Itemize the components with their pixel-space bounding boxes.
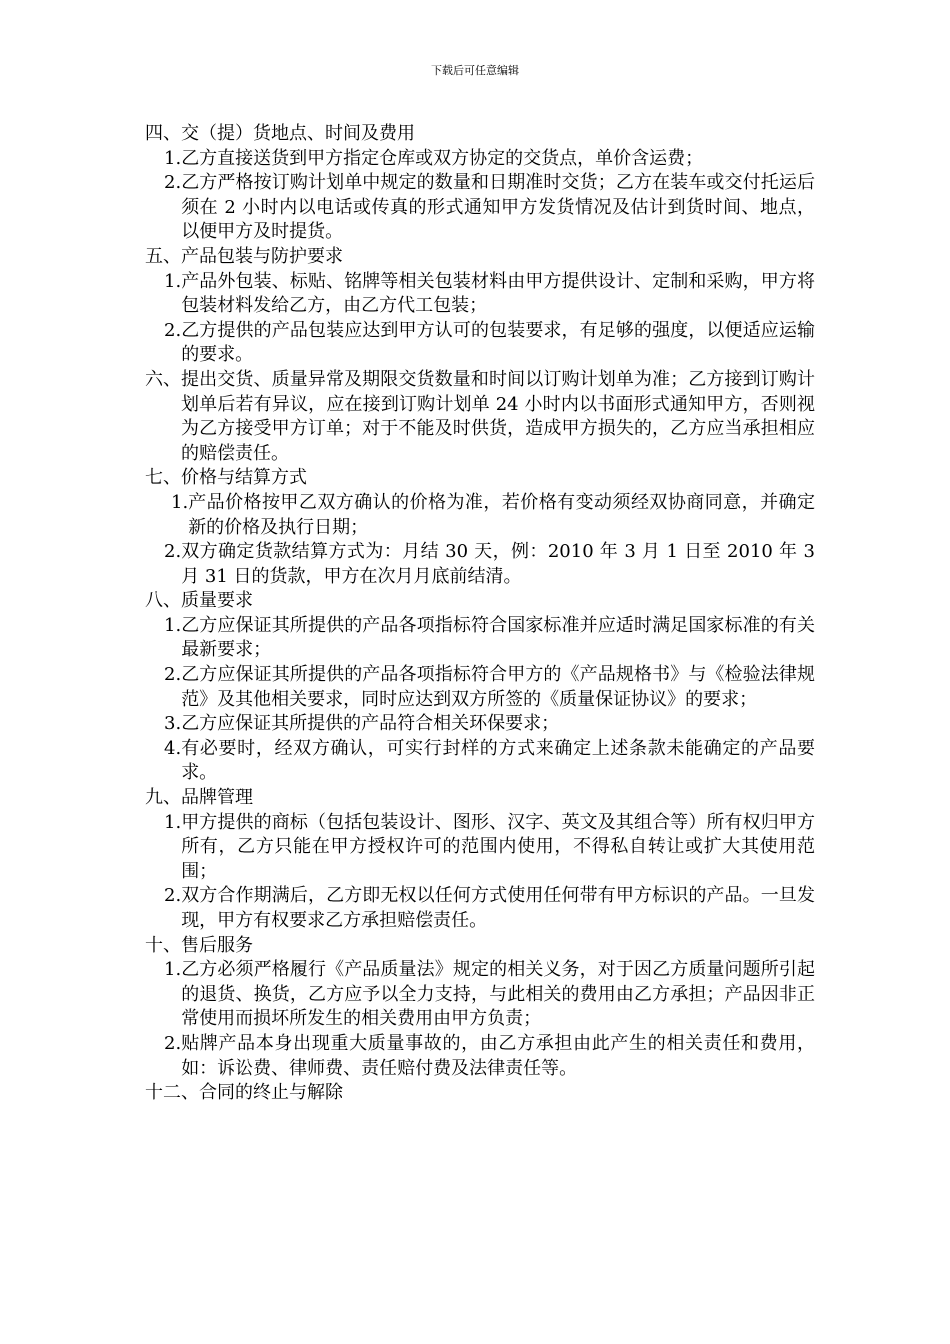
list-item: [145, 1032, 815, 1081]
item-number: 2.: [164, 1032, 182, 1054]
section-title: 十二、合同的终止与解除: [145, 1082, 343, 1104]
item-text: 乙方应保证其所提供的产品各项指标符合国家标准并应适时满足国家标准的有关最新要求；: [181, 614, 815, 661]
list-item: [145, 884, 815, 933]
section-termination: [145, 1081, 815, 1106]
item-number: 3.: [164, 713, 182, 735]
section-after-sales: [145, 934, 815, 1082]
item-number: 1.: [164, 959, 182, 981]
item-number: 2.: [164, 319, 182, 341]
list-item: [145, 811, 815, 885]
item-number: 1.: [164, 614, 182, 636]
section-quality: [145, 589, 815, 786]
section-paragraph: 提出交货、质量异常及期限交货数量和时间以订购计划单为准；乙方接到订购计划单后若有异议，应在接到订购计划单 24 小时内以书面形式通知甲方，否则视为乙方接受甲方订单；对于不能及时供货，造成甲方损失的，乙方应当承担相应的赔偿责任。: [181, 368, 815, 464]
section-delivery: [145, 122, 815, 245]
item-text: 乙方必须严格履行《产品质量法》规定的相关义务，对于因乙方质量问题所引起的退货、换货，乙方应予以全力支持，与此相关的费用由乙方承担；产品因非正常使用而损坏所发生的相关费用由甲方负责；: [181, 959, 815, 1030]
list-item: [145, 663, 815, 712]
item-number: 1.: [164, 147, 182, 169]
section-title: 五、产品包装与防护要求: [145, 245, 343, 267]
list-item: [145, 319, 815, 368]
item-number: 2.: [164, 885, 182, 907]
item-text: 乙方直接送货到甲方指定仓库或双方协定的交货点，单价含运费；: [181, 147, 704, 169]
list-item: [145, 614, 815, 663]
item-number: 1.: [164, 270, 182, 292]
section-packaging: [145, 245, 815, 368]
item-number: 1.: [171, 491, 189, 513]
section-title: 十、售后服务: [145, 934, 253, 956]
item-number: 1.: [164, 811, 182, 833]
item-number: 4.: [164, 737, 182, 759]
item-number: 2.: [164, 172, 182, 194]
section-title: 四、交（提）货地点、时间及费用: [145, 123, 415, 144]
item-number: 2.: [164, 664, 182, 686]
item-text: 甲方提供的商标（包括包装设计、图形、汉字、英文及其组合等）所有权归甲方所有，乙方只能在甲方授权许可的范围内使用，不得私自转让或扩大其使用范围；: [181, 811, 815, 882]
item-text: 产品外包装、标贴、铭牌等相关包装材料由甲方提供设计、定制和采购，甲方将包装材料发给乙方，由乙方代工包装；: [181, 270, 815, 317]
list-item: [145, 737, 815, 786]
section-title: 九、品牌管理: [145, 787, 253, 809]
list-item: [145, 491, 815, 540]
item-text: 有必要时，经双方确认，可实行封样的方式来确定上述条款未能确定的产品要求。: [181, 737, 815, 784]
item-text: 贴牌产品本身出现重大质量事故的，由乙方承担由此产生的相关责任和费用，如：诉讼费、律师费、责任赔付费及法律责任等。: [181, 1032, 815, 1079]
section-lead: 六、: [145, 368, 181, 390]
list-item: [145, 712, 815, 737]
list-item: [145, 958, 815, 1032]
list-item: [145, 540, 815, 589]
section-title: 八、质量要求: [145, 590, 253, 612]
section-price-settlement: [145, 466, 815, 589]
item-text: 产品价格按甲乙双方确认的价格为准，若价格有变动须经双协商同意，并确定新的价格及执行日期；: [188, 491, 815, 538]
list-item: [145, 270, 815, 319]
item-text: 乙方应保证其所提供的产品符合相关环保要求；: [181, 713, 560, 735]
item-text: 乙方应保证其所提供的产品各项指标符合甲方的《产品规格书》与《检验法律规范》及其他相关要求，同时应达到双方所签的《质量保证协议》的要求；: [181, 664, 815, 710]
item-text: 双方确定货款结算方式为：月结 30 天，例：2010 年 3 月 1 日至 2010 年 3 月 31 日的货款，甲方在次月月底前结清。: [181, 541, 815, 587]
section-title: 七、价格与结算方式: [145, 467, 307, 489]
list-item: [145, 171, 815, 245]
item-text: 乙方提供的产品包装应达到甲方认可的包装要求，有足够的强度，以便适应运输的要求。: [181, 319, 815, 366]
list-item: [145, 147, 815, 172]
section-order-exceptions: [145, 368, 815, 466]
item-number: 2.: [164, 541, 182, 563]
item-text: 乙方严格按订购计划单中规定的数量和日期准时交货；乙方在装车或交付托运后须在 2 小时内以电话或传真的形式通知甲方发货情况及估计到货时间、地点，以便甲方及时提货。: [181, 172, 815, 243]
contract-body: [145, 122, 815, 1106]
section-brand: [145, 786, 815, 934]
item-text: 双方合作期满后，乙方即无权以任何方式使用任何带有甲方标识的产品。一旦发现，甲方有权要求乙方承担赔偿责任。: [181, 885, 815, 931]
page-header-note: 下载后可任意编辑: [431, 64, 519, 77]
